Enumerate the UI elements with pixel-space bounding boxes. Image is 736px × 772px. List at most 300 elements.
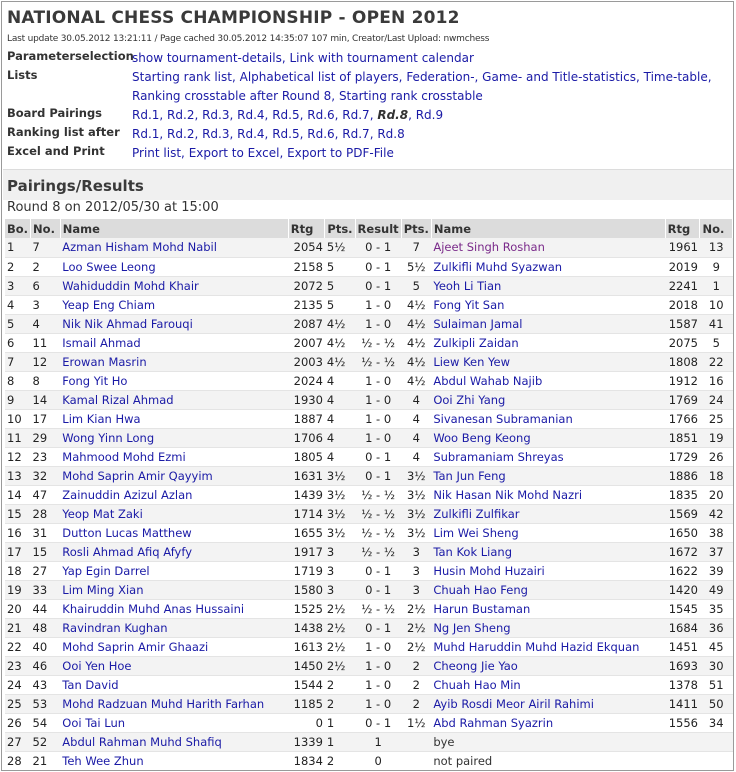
table-row <box>5 466 733 485</box>
table-row <box>5 694 733 713</box>
opp-no-cell: 51 <box>700 675 733 694</box>
player-name-cell[interactable]: Mohd Saprin Amir Qayyim <box>60 466 288 485</box>
info-link[interactable]: Ranking crosstable after Round 8 <box>132 89 332 103</box>
rating-cell: 1185 <box>288 694 325 713</box>
opp-name-cell[interactable]: Harun Bustaman <box>431 599 665 618</box>
player-name-cell[interactable]: Loo Swee Leong <box>60 257 288 276</box>
opp-points-cell: 2 <box>401 694 431 713</box>
info-link[interactable]: Rd.2 <box>167 108 195 122</box>
opp-no-cell: 35 <box>700 599 733 618</box>
player-name-cell[interactable]: Fong Yit Ho <box>60 371 288 390</box>
player-no-cell: 43 <box>31 675 61 694</box>
points-cell: 3 <box>325 580 355 599</box>
opp-rating-cell: 1851 <box>665 428 700 447</box>
board-no-cell: 13 <box>5 466 31 485</box>
table-header-row <box>5 219 733 238</box>
opp-points-cell: 3 <box>401 561 431 580</box>
pairings-table <box>5 219 733 771</box>
info-label: Lists <box>7 68 38 82</box>
table-row <box>5 314 733 333</box>
board-no-cell: 2 <box>5 257 31 276</box>
round-title: Round 8 on 2012/05/30 at 15:00 <box>7 200 219 215</box>
rating-cell: 1714 <box>288 504 325 523</box>
opp-rating-cell: 1622 <box>665 561 700 580</box>
table-row <box>5 732 733 751</box>
points-cell: 2½ <box>325 637 355 656</box>
board-no-cell: 19 <box>5 580 31 599</box>
player-name-cell[interactable]: Mohd Saprin Amir Ghaazi <box>60 637 288 656</box>
points-cell: 4 <box>325 447 355 466</box>
opp-name-cell[interactable]: Yeoh Li Tian <box>431 276 665 295</box>
player-name-cell[interactable]: Dutton Lucas Matthew <box>60 523 288 542</box>
points-cell: 1 <box>325 713 355 732</box>
rating-cell: 1655 <box>288 523 325 542</box>
opp-name-cell[interactable]: Tan Jun Feng <box>431 466 665 485</box>
opp-points-cell: 4 <box>401 428 431 447</box>
rating-cell: 2158 <box>288 257 325 276</box>
player-no-cell: 2 <box>31 257 61 276</box>
col-header-points: Pts. <box>325 219 355 238</box>
player-name-cell[interactable]: Ooi Yen Hoe <box>60 656 288 675</box>
col-header-no-opp: No. <box>700 219 733 238</box>
info-link[interactable]: Time-table <box>643 70 708 84</box>
player-no-cell: 3 <box>31 295 61 314</box>
rating-cell: 1805 <box>288 447 325 466</box>
player-name-cell[interactable]: Teh Wee Zhun <box>60 751 288 770</box>
opp-no-cell: 49 <box>700 580 733 599</box>
info-link[interactable]: Rd.5 <box>272 108 300 122</box>
player-no-cell: 40 <box>31 637 61 656</box>
player-no-cell: 44 <box>31 599 61 618</box>
board-no-cell: 23 <box>5 656 31 675</box>
board-no-cell: 24 <box>5 675 31 694</box>
opp-rating-cell: 1556 <box>665 713 700 732</box>
opp-name-cell[interactable]: Husin Mohd Huzairi <box>431 561 665 580</box>
board-no-cell: 9 <box>5 390 31 409</box>
table-row <box>5 580 733 599</box>
opp-rating-cell: 1684 <box>665 618 700 637</box>
player-no-cell: 28 <box>31 504 61 523</box>
info-link[interactable]: Export to Excel <box>188 146 280 160</box>
opp-rating-cell: 1378 <box>665 675 700 694</box>
points-cell: 4½ <box>325 314 355 333</box>
opp-name-cell[interactable]: Sivanesan Subramanian <box>431 409 665 428</box>
opp-points-cell <box>401 751 431 770</box>
player-name-cell[interactable]: Wong Yinn Long <box>60 428 288 447</box>
opp-rating-cell <box>665 732 700 751</box>
opp-no-cell: 38 <box>700 523 733 542</box>
opp-no-cell: 18 <box>700 466 733 485</box>
opp-points-cell: 1½ <box>401 713 431 732</box>
opp-no-cell: 16 <box>700 371 733 390</box>
table-row <box>5 675 733 694</box>
player-name-cell[interactable]: Ismail Ahmad <box>60 333 288 352</box>
rating-cell: 1580 <box>288 580 325 599</box>
opp-rating-cell: 1672 <box>665 542 700 561</box>
info-link[interactable]: Rd.4 <box>237 127 265 141</box>
result-cell: 0 - 1 <box>355 713 401 732</box>
opp-rating-cell: 1912 <box>665 371 700 390</box>
info-label: Excel and Print <box>7 144 105 158</box>
opp-no-cell: 25 <box>700 409 733 428</box>
col-header-no: No. <box>31 219 61 238</box>
info-link[interactable]: Rd.4 <box>237 108 265 122</box>
table-row <box>5 637 733 656</box>
points-cell: 2 <box>325 694 355 713</box>
opp-rating-cell <box>665 751 700 770</box>
opp-points-cell: 3 <box>401 542 431 561</box>
table-row <box>5 257 733 276</box>
opp-name-cell[interactable]: Tan Kok Liang <box>431 542 665 561</box>
opp-name-cell[interactable]: Ayib Rosdi Meor Airil Rahimi <box>431 694 665 713</box>
player-name-cell[interactable]: Nik Nik Ahmad Farouqi <box>60 314 288 333</box>
opp-points-cell <box>401 732 431 751</box>
opp-points-cell: 2½ <box>401 599 431 618</box>
rating-cell: 2135 <box>288 295 325 314</box>
opp-name-cell[interactable]: Chuah Hao Feng <box>431 580 665 599</box>
opp-no-cell: 41 <box>700 314 733 333</box>
player-no-cell: 32 <box>31 466 61 485</box>
points-cell: 5 <box>325 295 355 314</box>
player-name-cell[interactable]: Abdul Rahman Muhd Shafiq <box>60 732 288 751</box>
col-header-board: Bo. <box>5 219 31 238</box>
opp-points-cell: 7 <box>401 238 431 257</box>
info-link[interactable]: show tournament-details <box>132 51 282 65</box>
board-no-cell: 1 <box>5 238 31 257</box>
player-name-cell[interactable]: Rosli Ahmad Afiq Afyfy <box>60 542 288 561</box>
opp-no-cell: 42 <box>700 504 733 523</box>
opp-no-cell: 19 <box>700 428 733 447</box>
board-no-cell: 4 <box>5 295 31 314</box>
player-name-cell[interactable]: Yap Egin Darrel <box>60 561 288 580</box>
opp-no-cell: 37 <box>700 542 733 561</box>
opp-points-cell: 4½ <box>401 314 431 333</box>
rating-cell: 1439 <box>288 485 325 504</box>
opp-points-cell: 2½ <box>401 618 431 637</box>
table-row <box>5 542 733 561</box>
table-row <box>5 523 733 542</box>
player-name-cell[interactable]: Lim Ming Xian <box>60 580 288 599</box>
info-link[interactable]: Rd.8 <box>377 108 409 122</box>
player-no-cell: 7 <box>31 238 61 257</box>
table-row <box>5 333 733 352</box>
player-name-cell[interactable]: Mohd Radzuan Muhd Harith Farhan <box>60 694 288 713</box>
player-name-cell[interactable]: Khairuddin Muhd Anas Hussaini <box>60 599 288 618</box>
board-no-cell: 22 <box>5 637 31 656</box>
player-name-cell[interactable]: Tan David <box>60 675 288 694</box>
opp-points-cell: 5 <box>401 276 431 295</box>
board-no-cell: 12 <box>5 447 31 466</box>
opp-rating-cell: 1693 <box>665 656 700 675</box>
opp-points-cell: 3½ <box>401 504 431 523</box>
result-cell: 1 - 0 <box>355 428 401 447</box>
points-cell: 4 <box>325 428 355 447</box>
table-row <box>5 485 733 504</box>
player-name-cell[interactable]: Erowan Masrin <box>60 352 288 371</box>
rating-cell: 1631 <box>288 466 325 485</box>
board-no-cell: 27 <box>5 732 31 751</box>
points-cell: 5 <box>325 276 355 295</box>
info-link[interactable]: Rd.9 <box>415 108 444 122</box>
opp-points-cell: 4 <box>401 409 431 428</box>
opp-name-cell[interactable]: Cheong Jie Yao <box>431 656 665 675</box>
rating-cell: 1438 <box>288 618 325 637</box>
table-row <box>5 390 733 409</box>
opp-rating-cell: 1961 <box>665 238 700 257</box>
rating-cell: 2054 <box>288 238 325 257</box>
info-link[interactable]: Print list <box>132 146 182 160</box>
rating-cell: 1930 <box>288 390 325 409</box>
result-cell: 1 - 0 <box>355 390 401 409</box>
info-label: Parameterselection <box>7 49 134 63</box>
col-header-points-opp: Pts. <box>401 219 431 238</box>
board-no-cell: 28 <box>5 751 31 770</box>
player-name-cell[interactable]: Yeop Mat Zaki <box>60 504 288 523</box>
info-link[interactable]: Rd.1 <box>132 108 160 122</box>
player-no-cell: 6 <box>31 276 61 295</box>
player-no-cell: 8 <box>31 371 61 390</box>
opp-points-cell: 2 <box>401 675 431 694</box>
board-no-cell: 15 <box>5 504 31 523</box>
info-link[interactable]: Rd.2 <box>167 127 195 141</box>
opp-no-cell: 20 <box>700 485 733 504</box>
opp-points-cell: 4½ <box>401 333 431 352</box>
rating-cell: 1613 <box>288 637 325 656</box>
opp-rating-cell: 1451 <box>665 637 700 656</box>
result-cell: 0 <box>355 751 401 770</box>
opp-no-cell: 30 <box>700 656 733 675</box>
opp-name-cell[interactable]: Liew Ken Yew <box>431 352 665 371</box>
info-links: Print list, Export to Excel, Export to PDF-File <box>132 146 394 160</box>
points-cell: 2½ <box>325 618 355 637</box>
player-name-cell[interactable]: Lim Kian Hwa <box>60 409 288 428</box>
opp-name-cell[interactable]: Subramaniam Shreyas <box>431 447 665 466</box>
opp-name-cell[interactable]: Ooi Zhi Yang <box>431 390 665 409</box>
info-link[interactable]: Starting rank list <box>132 70 232 84</box>
player-name-cell[interactable]: Mahmood Mohd Ezmi <box>60 447 288 466</box>
col-header-rating-opp: Rtg <box>665 219 700 238</box>
points-cell: 3½ <box>325 504 355 523</box>
opp-name-cell[interactable]: Fong Yit San <box>431 295 665 314</box>
opp-no-cell <box>700 751 733 770</box>
rating-cell: 0 <box>288 713 325 732</box>
opp-points-cell: 2½ <box>401 637 431 656</box>
opp-rating-cell: 1886 <box>665 466 700 485</box>
col-header-result: Result <box>355 219 401 238</box>
info-link[interactable]: Rd.7 <box>342 108 370 122</box>
opp-name-cell[interactable]: Muhd Haruddin Muhd Hazid Ekquan <box>431 637 665 656</box>
table-row <box>5 447 733 466</box>
player-name-cell[interactable]: Ravindran Kughan <box>60 618 288 637</box>
rating-cell: 2003 <box>288 352 325 371</box>
info-links: Rd.1, Rd.2, Rd.3, Rd.4, Rd.5, Rd.6, Rd.7, Rd.8 <box>132 127 405 141</box>
points-cell: 2 <box>325 675 355 694</box>
result-cell: 0 - 1 <box>355 466 401 485</box>
player-name-cell[interactable]: Zainuddin Azizul Azlan <box>60 485 288 504</box>
opp-name-cell[interactable]: Abdul Wahab Najib <box>431 371 665 390</box>
opp-name-cell[interactable]: Lim Wei Sheng <box>431 523 665 542</box>
player-name-cell[interactable]: Yeap Eng Chiam <box>60 295 288 314</box>
points-cell: 5 <box>325 257 355 276</box>
info-link[interactable]: Starting rank crosstable <box>338 89 483 103</box>
table-row <box>5 409 733 428</box>
points-cell: 3 <box>325 561 355 580</box>
opp-name-cell[interactable]: Woo Beng Keong <box>431 428 665 447</box>
info-links: Starting rank list, Alphabetical list of players, Federation-, Game- and Title-statistics, Time-table, Ranking crosstable after Round 8, Starting rank crosstable <box>132 70 712 103</box>
player-name-cell[interactable]: Ooi Tai Lun <box>60 713 288 732</box>
result-cell: 1 - 0 <box>355 656 401 675</box>
board-no-cell: 14 <box>5 485 31 504</box>
result-cell: ½ - ½ <box>355 333 401 352</box>
table-row <box>5 352 733 371</box>
opp-rating-cell: 1769 <box>665 390 700 409</box>
result-cell: ½ - ½ <box>355 523 401 542</box>
tournament-info-panel <box>7 48 732 162</box>
opp-no-cell: 36 <box>700 618 733 637</box>
opp-rating-cell: 2019 <box>665 257 700 276</box>
result-cell: 0 - 1 <box>355 447 401 466</box>
opp-name-cell[interactable]: Ajeet Singh Roshan <box>431 238 665 257</box>
table-row <box>5 618 733 637</box>
points-cell: 4 <box>325 409 355 428</box>
points-cell: 1 <box>325 732 355 751</box>
opp-rating-cell: 2018 <box>665 295 700 314</box>
info-link[interactable]: Rd.5 <box>272 127 300 141</box>
result-cell: 0 - 1 <box>355 257 401 276</box>
points-cell: 3½ <box>325 523 355 542</box>
rating-cell: 1544 <box>288 675 325 694</box>
opp-name-cell[interactable]: Chuah Hao Min <box>431 675 665 694</box>
info-link[interactable]: Federation-, Game- and Title-statistics <box>406 70 636 84</box>
result-cell: ½ - ½ <box>355 542 401 561</box>
player-no-cell: 48 <box>31 618 61 637</box>
result-cell: ½ - ½ <box>355 485 401 504</box>
info-link[interactable]: Rd.6 <box>307 108 335 122</box>
points-cell: 3 <box>325 542 355 561</box>
result-cell: 0 - 1 <box>355 618 401 637</box>
points-cell: 4 <box>325 390 355 409</box>
info-label: Board Pairings <box>7 106 103 120</box>
result-cell: 1 - 0 <box>355 371 401 390</box>
player-no-cell: 21 <box>31 751 61 770</box>
opp-name-cell[interactable]: Zulkipli Zaidan <box>431 333 665 352</box>
player-no-cell: 11 <box>31 333 61 352</box>
info-link[interactable]: Rd.8 <box>377 127 405 141</box>
points-cell: 4½ <box>325 352 355 371</box>
rating-cell: 1525 <box>288 599 325 618</box>
opp-name-cell[interactable]: Abd Rahman Syazrin <box>431 713 665 732</box>
opp-no-cell: 22 <box>700 352 733 371</box>
player-name-cell[interactable]: Azman Hisham Mohd Nabil <box>60 238 288 257</box>
result-cell: 0 - 1 <box>355 238 401 257</box>
result-cell: 0 - 1 <box>355 276 401 295</box>
player-no-cell: 46 <box>31 656 61 675</box>
info-link[interactable]: Alphabetical list of players <box>239 70 399 84</box>
player-no-cell: 27 <box>31 561 61 580</box>
info-link[interactable]: Rd.3 <box>202 108 230 122</box>
points-cell: 3½ <box>325 466 355 485</box>
opp-no-cell: 50 <box>700 694 733 713</box>
opp-rating-cell: 1569 <box>665 504 700 523</box>
opp-name-cell[interactable]: Nik Hasan Nik Mohd Nazri <box>431 485 665 504</box>
opp-points-cell: 3½ <box>401 485 431 504</box>
board-no-cell: 3 <box>5 276 31 295</box>
info-link[interactable]: Rd.6 <box>307 127 335 141</box>
player-name-cell[interactable]: Kamal Rizal Ahmad <box>60 390 288 409</box>
player-no-cell: 33 <box>31 580 61 599</box>
table-row <box>5 656 733 675</box>
rating-cell: 1450 <box>288 656 325 675</box>
result-cell: ½ - ½ <box>355 599 401 618</box>
result-cell: 1 - 0 <box>355 694 401 713</box>
opp-rating-cell: 1411 <box>665 694 700 713</box>
table-row <box>5 504 733 523</box>
points-cell: 4½ <box>325 333 355 352</box>
board-no-cell: 20 <box>5 599 31 618</box>
opp-name-cell: not paired <box>431 751 665 770</box>
info-link[interactable]: Export to PDF-File <box>287 146 394 160</box>
opp-rating-cell: 1729 <box>665 447 700 466</box>
opp-no-cell: 26 <box>700 447 733 466</box>
info-link[interactable]: Rd.7 <box>342 127 370 141</box>
result-cell: 0 - 1 <box>355 561 401 580</box>
info-link[interactable]: Rd.1 <box>132 127 160 141</box>
board-no-cell: 26 <box>5 713 31 732</box>
result-cell: 1 - 0 <box>355 637 401 656</box>
opp-rating-cell: 1420 <box>665 580 700 599</box>
info-row <box>7 124 732 143</box>
rating-cell: 2087 <box>288 314 325 333</box>
opp-rating-cell: 1835 <box>665 485 700 504</box>
opp-name-cell[interactable]: Zulkifli Muhd Syazwan <box>431 257 665 276</box>
opp-no-cell <box>700 732 733 751</box>
opp-rating-cell: 1650 <box>665 523 700 542</box>
opp-name-cell[interactable]: Ng Jen Sheng <box>431 618 665 637</box>
opp-no-cell: 24 <box>700 390 733 409</box>
player-no-cell: 14 <box>31 390 61 409</box>
rating-cell: 1719 <box>288 561 325 580</box>
board-no-cell: 16 <box>5 523 31 542</box>
table-row <box>5 561 733 580</box>
player-name-cell[interactable]: Wahiduddin Mohd Khair <box>60 276 288 295</box>
opp-points-cell: 4½ <box>401 295 431 314</box>
opp-no-cell: 34 <box>700 713 733 732</box>
opp-name-cell[interactable]: Sulaiman Jamal <box>431 314 665 333</box>
player-no-cell: 53 <box>31 694 61 713</box>
table-row <box>5 599 733 618</box>
board-no-cell: 10 <box>5 409 31 428</box>
info-link[interactable]: Link with tournament calendar <box>289 51 474 65</box>
table-row <box>5 713 733 732</box>
col-header-name: Name <box>60 219 288 238</box>
result-cell: 1 - 0 <box>355 295 401 314</box>
table-row <box>5 428 733 447</box>
points-cell: 2 <box>325 751 355 770</box>
opp-no-cell: 39 <box>700 561 733 580</box>
info-link[interactable]: Rd.3 <box>202 127 230 141</box>
table-row <box>5 371 733 390</box>
opp-no-cell: 10 <box>700 295 733 314</box>
opp-points-cell: 2 <box>401 656 431 675</box>
opp-name-cell: bye <box>431 732 665 751</box>
info-row <box>7 143 732 162</box>
opp-points-cell: 4 <box>401 447 431 466</box>
rating-cell: 2072 <box>288 276 325 295</box>
opp-name-cell[interactable]: Zulkifli Zulfikar <box>431 504 665 523</box>
section-title: Pairings/Results <box>7 177 144 195</box>
player-no-cell: 52 <box>31 732 61 751</box>
board-no-cell: 17 <box>5 542 31 561</box>
